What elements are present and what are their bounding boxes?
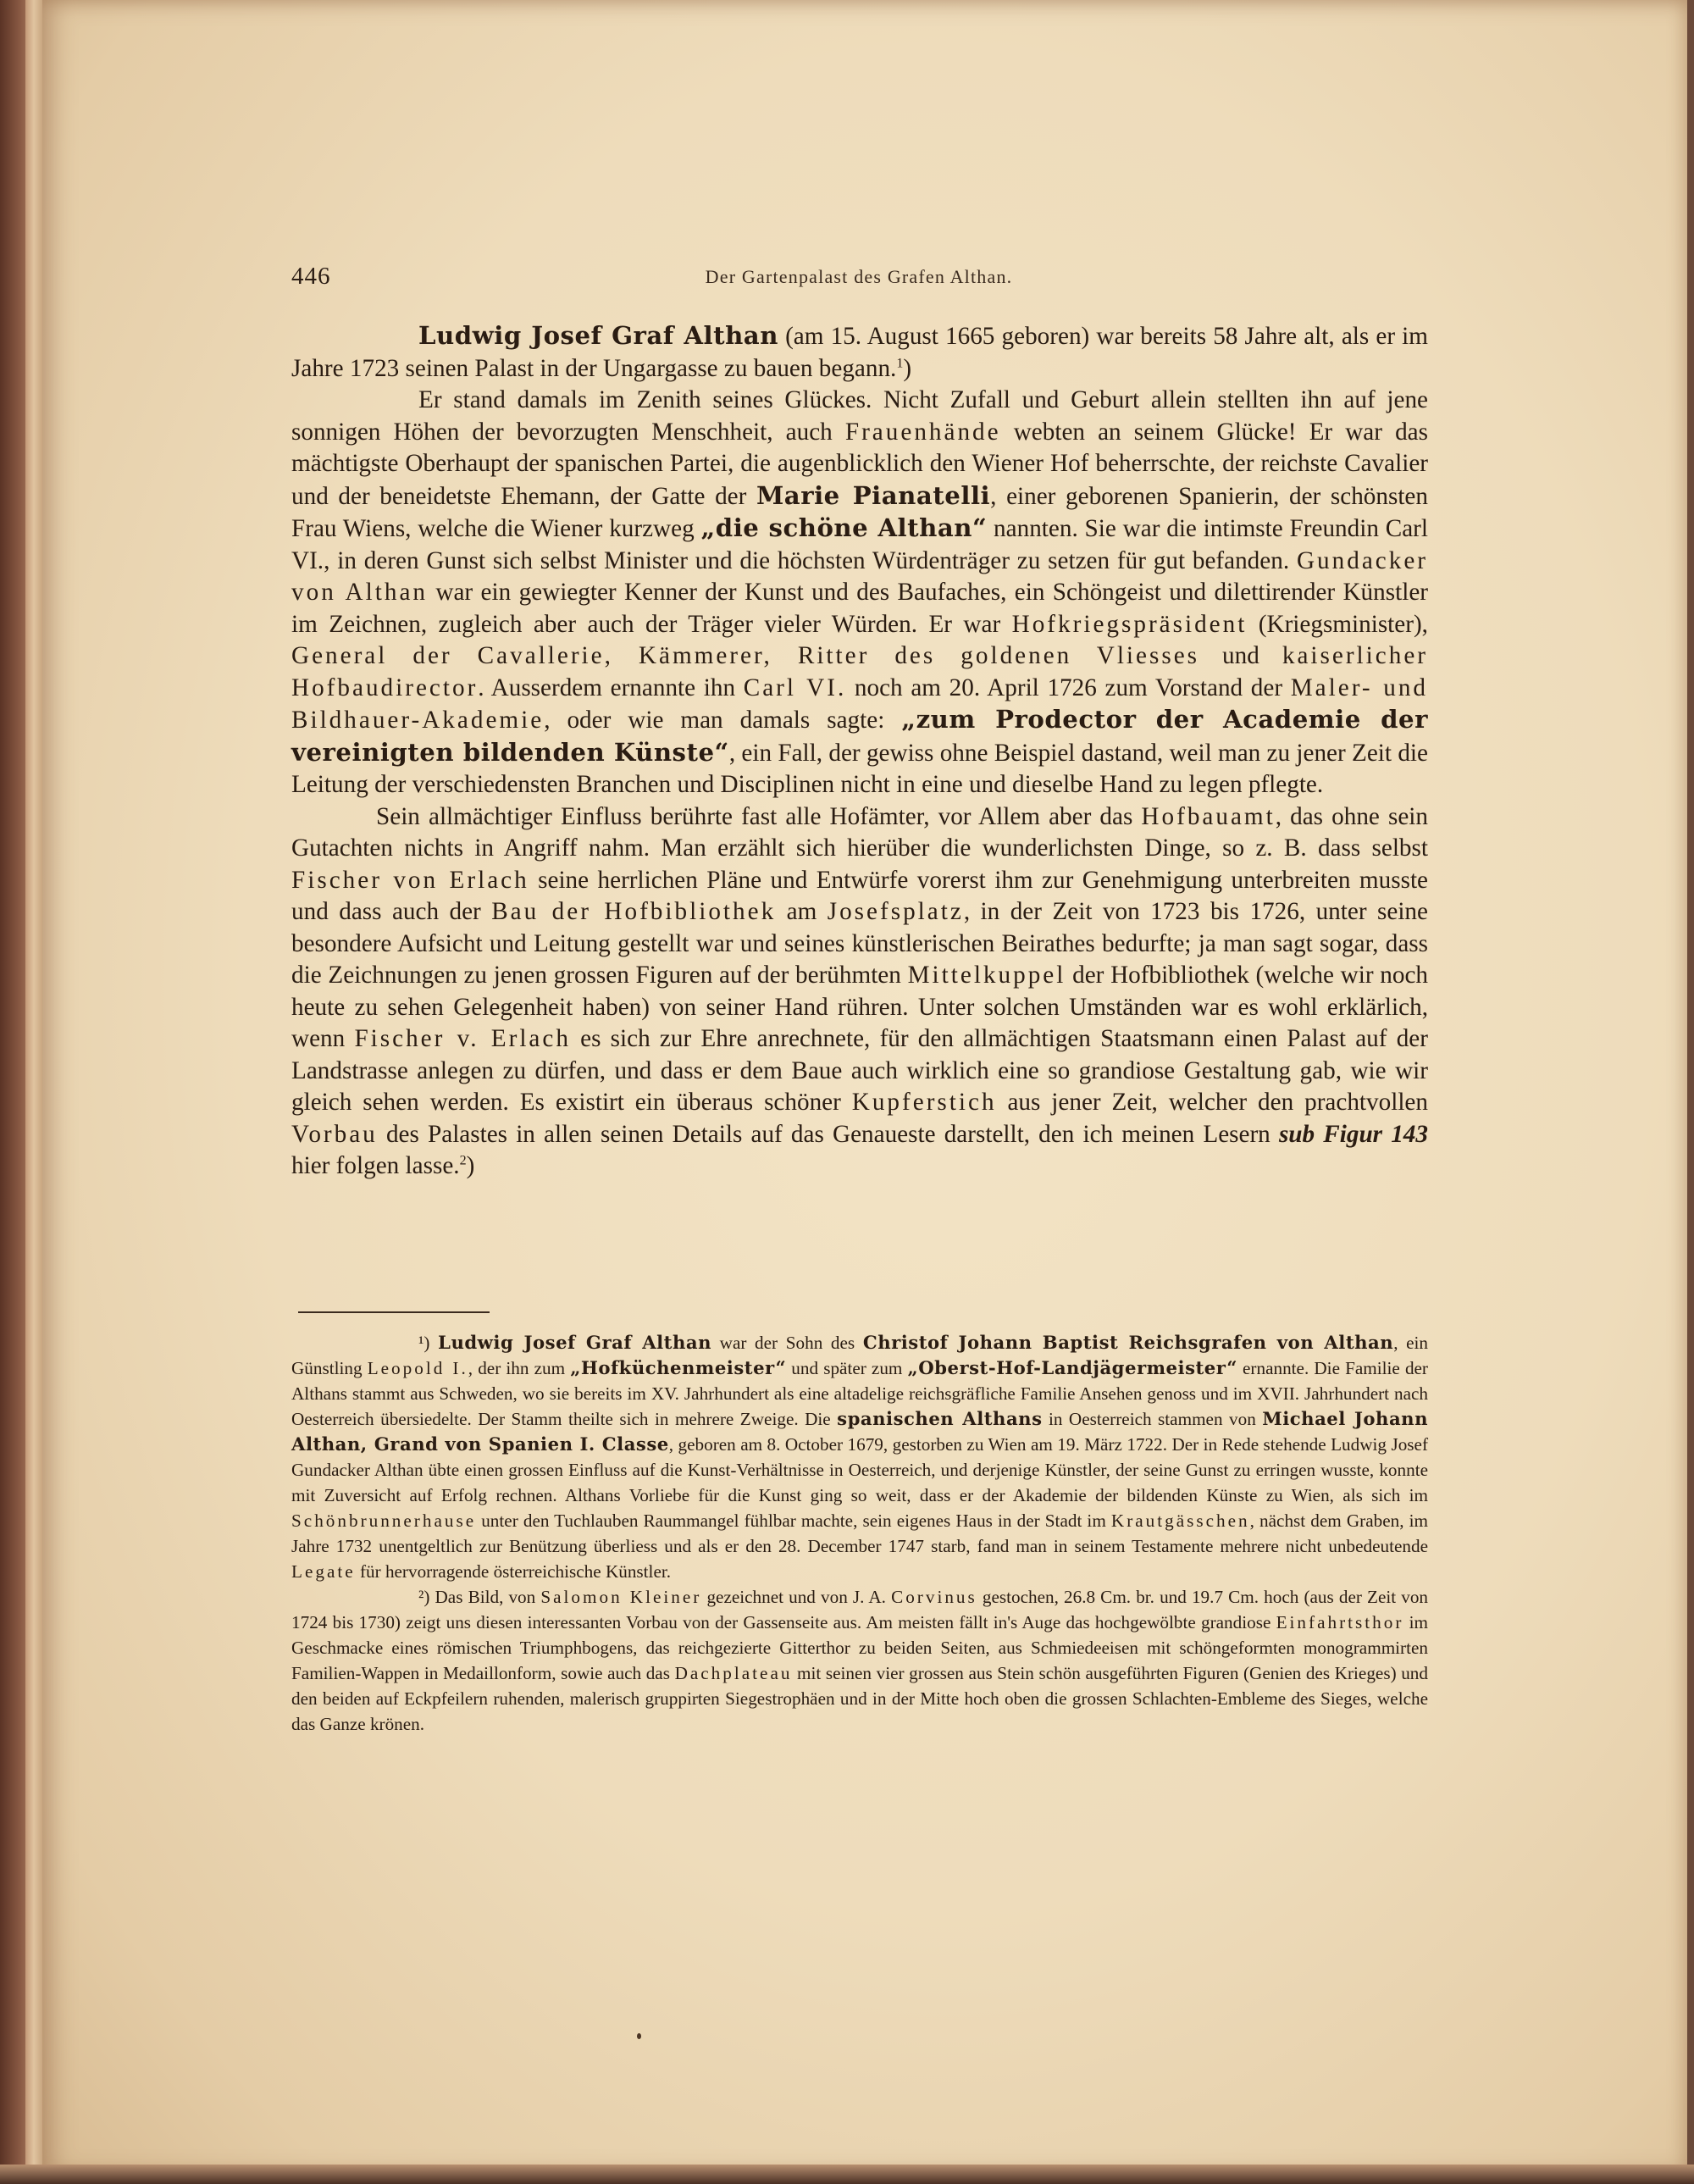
text-run: , ein Fall, der gewiss ohne Beispiel dastand, weil man zu jener Zeit die Leitung der verschiedensten Branchen und Disciplinen nicht in eine und dieselbe Hand zu legen pflegte. xyxy=(291,739,1428,798)
text-run: in Oesterreich stammen von xyxy=(1042,1409,1263,1429)
text-run: , in der Zeit von 1723 bis 1726, unter seine besondere Aufsicht und Leitung gestellt war und seines künstlerischen Beirathes bedurfte; ja man sagt sogar, dass die Zeichnungen zu jenen grossen Figuren auf der berühmten xyxy=(291,898,1428,989)
blackletter-run: Ludwig Josef Graf Althan xyxy=(418,321,778,350)
text-run: für hervorragende österreichische Künstler. xyxy=(355,1561,672,1582)
text-run: und xyxy=(1199,642,1282,669)
text-run: . Ausserdem ernannte ihn xyxy=(478,673,744,701)
text-run: (Kriegsminister), xyxy=(1247,610,1428,638)
text-run: ernannte. Die Familie der Althans stammt aus Schweden, wo sie bereits im XV. Jahrhundert als eine altadelige reichsgräfliche Familie Ansehen genoss und im XVII. Jahrhundert nach Oesterreich übersiedelte. Der Stamm theilte sich in mehrere Zweige. Die xyxy=(291,1358,1428,1429)
text-run: des Palastes in allen seinen Details auf das Genaueste darstellt, den ich meinen Lesern xyxy=(377,1120,1279,1148)
text-run: nannten. Sie war die intimste Freundin Carl VI., in deren Gunst sich selbst Minister und die höchsten Würdenträger zu setzen für gut befanden. xyxy=(291,515,1428,574)
text-run: , das ohne sein Gutachten nichts in Angriff nahm. Man erzählt sich hierüber die wunderlichsten Dinge, so z. B. dass selbst xyxy=(291,802,1428,862)
text-run: gezeichnet und von J. A. xyxy=(701,1587,892,1607)
text-run: ²) Das Bild, von xyxy=(418,1587,541,1607)
spaced-run: Legate xyxy=(291,1561,356,1582)
footnote-1 xyxy=(291,1330,1428,1584)
blackletter-run: Michael Johann Althan, Grand von Spanien I. Classe xyxy=(291,1408,1428,1455)
spaced-run: Maler- und Bildhauer-Akademie xyxy=(291,673,1429,734)
spaced-run: Schönbrunnerhause xyxy=(291,1511,477,1531)
text-run: mit seinen vier grossen aus Stein schön ausgeführten Figuren (Genien des Krieges) und den beiden auf Eckpfeilern ruhenden, malerisch gruppirten Siegestrophäen und in der Mitte hoch oben die grossen Schlachten-Embleme des Sieges, welche das Ganze krönen. xyxy=(291,1663,1428,1734)
text-run: der Hofbibliothek (welche wir noch heute zu sehen Gelegenheit haben) von seiner Hand rühren. Unter solchen Umständen war es wohl erklärlich, wenn xyxy=(291,962,1428,1052)
page-header xyxy=(291,263,1428,297)
text-run: hier folgen lasse. xyxy=(291,1152,460,1179)
blackletter-run: „Hofküchenmeister“ xyxy=(570,1357,787,1378)
blackletter-run: „die schöne Althan“ xyxy=(700,513,988,542)
spaced-run: Kupferstich xyxy=(851,1089,997,1116)
footnotes xyxy=(291,1330,1428,1737)
page-bottom-edge xyxy=(0,2165,1694,2184)
text-run: Sein allmächtiger Einfluss berührte fast alle Hofämter, vor Allem aber das xyxy=(376,802,1142,830)
spaced-run: Corvinus xyxy=(891,1587,977,1607)
text-run: , einer geborenen Spanierin, der schönsten Frau Wiens, welche die Wiener kurzweg xyxy=(291,482,1428,542)
blackletter-run: Ludwig Josef Graf Althan xyxy=(438,1332,712,1353)
footnote-marker: 1 xyxy=(896,355,904,370)
paragraph-1 xyxy=(291,320,1428,385)
text-run: im Geschmacke eines römischen Triumphbogens, das reichgezierte Gitterthor zu beiden Seiten, aus Schmiedeeisen mit schöngeformten monogrammirten Familien-Wappen in Medaillonform, sowie auch das xyxy=(291,1612,1428,1683)
spaced-run: Vorbau xyxy=(291,1120,378,1148)
blackletter-run: „zum Prodector der Academie der vereinigten bildenden Künste“ xyxy=(291,705,1428,767)
page-number: 446 xyxy=(291,263,331,290)
spaced-run: Salomon Kleiner xyxy=(540,1587,702,1607)
text-run: , geboren am 8. October 1679, gestorben zu Wien am 19. März 1722. Der in Rede stehende Ludwig Josef Gundacker Althan übte einen grossen Einfluss auf die Kunst-Verhältnisse in Oesterreich, und derjenige Künstler, der seine Gunst zu erringen wusste, konnte mit Zuversicht auf Erfolg rechnen. Althans Vorliebe für die Kunst ging so weit, dass er der Akademie der bildenden Künste zu Wien, als sich im xyxy=(291,1434,1428,1505)
blackletter-run: Marie Pianatelli xyxy=(756,480,991,510)
blackletter-run: „Oberst-Hof-Landjägermeister“ xyxy=(907,1357,1237,1378)
spaced-run: kaiserlicher Hofbaudirector xyxy=(291,642,1428,701)
spaced-run: Gundacker von Althan xyxy=(291,546,1428,606)
text-run: war der Sohn des xyxy=(711,1333,863,1353)
spaced-run: Bau der Hofbibliothek xyxy=(491,898,777,925)
footnote-2 xyxy=(291,1584,1428,1737)
spaced-run: Carl VI. xyxy=(743,673,847,701)
spaced-run: Krautgässchen xyxy=(1110,1511,1250,1531)
text-run: Er stand damals im Zenith seines Glückes. Nicht Zufall und Geburt allein stellten ihn auf jene sonnigen Höhen der bevorzugten Menschheit, auch xyxy=(291,386,1428,446)
spaced-run: Leopold I. xyxy=(367,1358,468,1378)
text-run: unter den Tuchlauben Raummangel fühlbar machte, sein eigenes Haus in der Stadt im xyxy=(476,1511,1111,1531)
spaced-run: Dachplateau xyxy=(674,1663,793,1683)
paper-speck xyxy=(637,2033,641,2039)
paragraph-2 xyxy=(291,385,1428,801)
blackletter-run: Christof Johann Baptist Reichsgrafen von Althan xyxy=(862,1332,1394,1353)
spaced-run: Josefsplatz xyxy=(827,898,964,925)
spaced-run: Fischer von Erlach xyxy=(291,866,529,894)
text-run: ) xyxy=(466,1152,475,1179)
text-run: aus jener Zeit, welcher den prachtvollen xyxy=(996,1089,1428,1116)
text-run: , der ihn zum xyxy=(468,1358,571,1378)
text-run: (am 15. August 1665 geboren) war bereits 58 Jahre alt, als er im Jahre 1723 seinen Palast in der Ungargasse zu bauen begann. xyxy=(291,323,1428,382)
text-run: gestochen, 26.8 Cm. br. und 19.7 Cm. hoch (aus der Zeit von 1724 bis 1730) zeigt uns diesen interessanten Vorbau von der Gassenseite aus. Am meisten fällt in's Auge das hochgewölbte grandiose xyxy=(291,1587,1429,1632)
text-run: seine herrlichen Pläne und Entwürfe vorerst ihm zur Genehmigung unterbreiten musste und dass auch der xyxy=(291,866,1429,925)
running-head: Der Gartenpalast des Grafen Althan. xyxy=(705,266,1013,287)
text-run: am xyxy=(776,898,828,925)
spaced-run: Hofkriegspräsident xyxy=(1011,610,1248,638)
spaced-run: Fischer v. Erlach xyxy=(354,1025,571,1052)
text-run: und später zum xyxy=(786,1358,908,1378)
spaced-run: Frauenhände xyxy=(844,418,1001,446)
spaced-run: General der Cavallerie, Kämmerer, Ritter des goldenen Vliesses xyxy=(291,642,1200,669)
footnote-rule xyxy=(298,1311,490,1313)
blackletter-run: spanischen Althans xyxy=(837,1408,1043,1429)
previous-page-edge xyxy=(25,0,42,2184)
text-run: , nächst dem Graben, im Jahre 1732 unentgeltlich zur Benützung überliess und als er den 28. December 1747 starb, fand man in seinem Testamente mehrere nicht unbedeutende xyxy=(291,1511,1429,1556)
text-run: noch am 20. April 1726 zum Vorstand der xyxy=(846,673,1291,701)
spaced-run: Mittelkuppel xyxy=(907,962,1066,989)
text-run: , ein Günstling xyxy=(291,1333,1429,1378)
text-run: es sich zur Ehre anrechnete, für den allmächtigen Staatsmann einen Palast auf der Landstrasse anlegen zu dürfen, und dass er dem Baue auch wirklich eine so grandiose Gestaltung gab, wie wir gleich sehen werden. Es existirt ein überaus schöner xyxy=(291,1025,1428,1116)
footnote-marker: 2 xyxy=(459,1153,467,1168)
spaced-run: Einfahrtsthor xyxy=(1276,1612,1404,1632)
body-text xyxy=(291,320,1428,1183)
italic-run: sub Figur 143 xyxy=(1278,1120,1428,1148)
spaced-run: Hofbauamt xyxy=(1141,802,1276,830)
text-run: ) xyxy=(903,354,912,382)
text-run: webten an seinem Glücke! Er war das mächtigste Oberhaupt der spanischen Partei, die augenblicklich den Wiener Hof beherrschte, der reichste Cavalier und der beneidetste Ehemann, der Gatte der xyxy=(291,418,1428,510)
text-run: war ein gewiegter Kenner der Kunst und des Baufaches, ein Schöngeist und dilettirender Künstler im Zeichnen, zugleich aber auch der Träger vieler Würden. Er war xyxy=(291,579,1428,638)
text-run: , oder wie man damals sagte: xyxy=(544,707,902,734)
text-run: ¹) xyxy=(418,1333,439,1353)
paragraph-3 xyxy=(291,801,1428,1183)
